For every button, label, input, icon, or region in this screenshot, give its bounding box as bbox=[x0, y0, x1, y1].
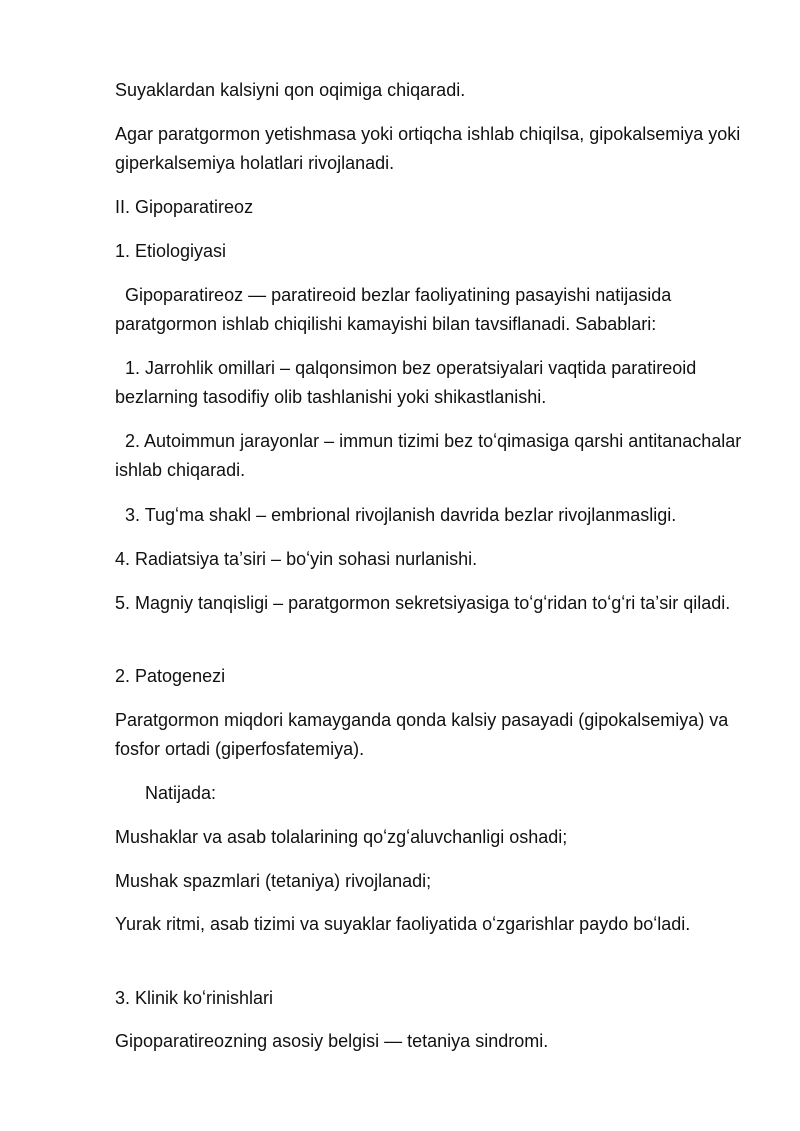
list-item-congenital: 3. Tugʻma shakl – embrional rivojlanish davrida bezlar rivojlanmasligi. bbox=[115, 505, 677, 525]
list-item-surgical: 1. Jarrohlik omillari – qalqonsimon bez operatsiyalari vaqtida paratireoid bezlarning tasodifiy olib tashlanishi yoki shikastlanishi. bbox=[115, 358, 702, 407]
result-item-excitability: Mushaklar va asab tolalarining qoʻzgʻaluvchanligi oshadi; bbox=[115, 827, 568, 847]
paragraph-pathogenesis: Paratgormon miqdori kamayganda qonda kalsiy pasayadi (gipokalsemiya) va fosfor ortadi (giperfosfatemiya). bbox=[115, 710, 729, 759]
list-item-radiation: 4. Radiatsiya taʼsiri – boʻyin sohasi nurlanishi. bbox=[115, 549, 478, 569]
paragraph-etiology-intro: Gipoparatireoz — paratireoid bezlar faoliyatining pasayishi natijasida paratgormon ishlab chiqilishi kamayishi bilan tavsiflanadi. Sabablari: bbox=[115, 285, 677, 334]
paragraph-main-sign: Gipoparatireozning asosiy belgisi — tetaniya sindromi. bbox=[115, 1031, 549, 1051]
subheading-pathogenesis: 2. Patogenezi bbox=[115, 666, 226, 686]
paragraph-hormone-imbalance: Agar paratgormon yetishmasa yoki ortiqcha ishlab chiqilsa, gipokalsemiya yoki giperkalsemiya holatlari rivojlanadi. bbox=[115, 124, 741, 173]
result-item-tetany: Mushak spazmlari (tetaniya) rivojlanadi; bbox=[115, 871, 432, 891]
list-item-autoimmune: 2. Autoimmun jarayonlar – immun tizimi bez toʻqimasiga qarshi antitanachalar ishlab chiqaradi. bbox=[115, 431, 747, 480]
paragraph-calcium-release: Suyaklardan kalsiyni qon oqimiga chiqaradi. bbox=[115, 80, 466, 100]
section-heading-hypoparathyroidism: II. Gipoparatireoz bbox=[115, 197, 254, 217]
result-item-changes: Yurak ritmi, asab tizimi va suyaklar faoliyatida oʻzgarishlar paydo boʻladi. bbox=[115, 914, 691, 934]
paragraph-result-label: Natijada: bbox=[115, 783, 217, 803]
subheading-etiology: 1. Etiologiyasi bbox=[115, 241, 227, 261]
list-item-magnesium: 5. Magniy tanqisligi – paratgormon sekretsiyasiga toʻgʻridan toʻgʻri taʼsir qiladi. bbox=[115, 593, 731, 613]
subheading-clinical: 3. Klinik koʻrinishlari bbox=[115, 988, 274, 1008]
